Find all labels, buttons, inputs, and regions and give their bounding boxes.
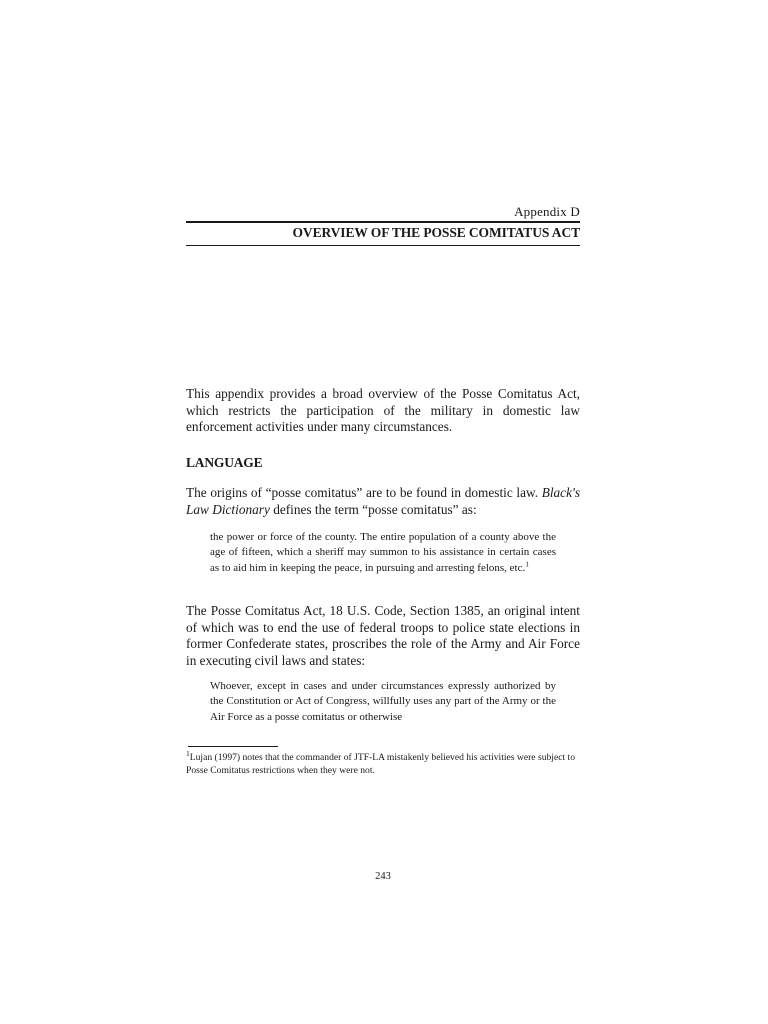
chapter-title: OVERVIEW OF THE POSSE COMITATUS ACT bbox=[292, 225, 580, 240]
origins-paragraph bbox=[186, 485, 580, 518]
appendix-label: Appendix D bbox=[514, 204, 580, 219]
header-rule-top bbox=[186, 221, 580, 223]
intro-paragraph: This appendix provides a broad overview of the Posse Comitatus Act, which restricts the participation of the military in domestic law enforcement activities under many circumstances. bbox=[186, 386, 580, 434]
definition-blockquote bbox=[210, 530, 556, 576]
footnote-reference: 1 bbox=[525, 558, 529, 568]
act-blockquote: Whoever, except in cases and under circumstances expressly authorized by the Constitution or Act of Congress, willfully uses any part of the Army or the Air Force as a posse comitatus or otherwise bbox=[210, 680, 556, 723]
origins-lead-text: The origins of “posse comitatus” are to be found in domestic law. bbox=[186, 485, 539, 500]
page-number: 243 bbox=[375, 871, 391, 882]
origins-tail-text: defines the term “posse comitatus” as: bbox=[273, 501, 477, 517]
footnote-separator bbox=[188, 746, 278, 747]
document-page bbox=[186, 0, 580, 1024]
definition-quote-text: the power or force of the county. The entire population of a county above the age of fifteen, which a sheriff may summon to his assistance in certain cases as to aid him in keeping the peace, in pursuing and arresting felons, etc. bbox=[210, 531, 556, 574]
header-rule-bottom bbox=[186, 245, 580, 246]
section-heading-language: LANGUAGE bbox=[186, 455, 263, 470]
footnote bbox=[186, 748, 580, 778]
act-paragraph: The Posse Comitatus Act, 18 U.S. Code, Section 1385, an original intent of which was to end the use of federal troops to police state elections in former Confederate states, proscribes the role of the Army and Air Force in executing civil laws and states: bbox=[186, 603, 580, 668]
footnote-marker: 1 bbox=[186, 748, 190, 758]
footnote-text: Lujan (1997) notes that the commander of JTF-LA mistakenly believed his activities were subject to Posse Comitatus restrictions when they were not. bbox=[186, 752, 575, 777]
dictionary-title: Black's Law Dictionary bbox=[186, 485, 580, 517]
